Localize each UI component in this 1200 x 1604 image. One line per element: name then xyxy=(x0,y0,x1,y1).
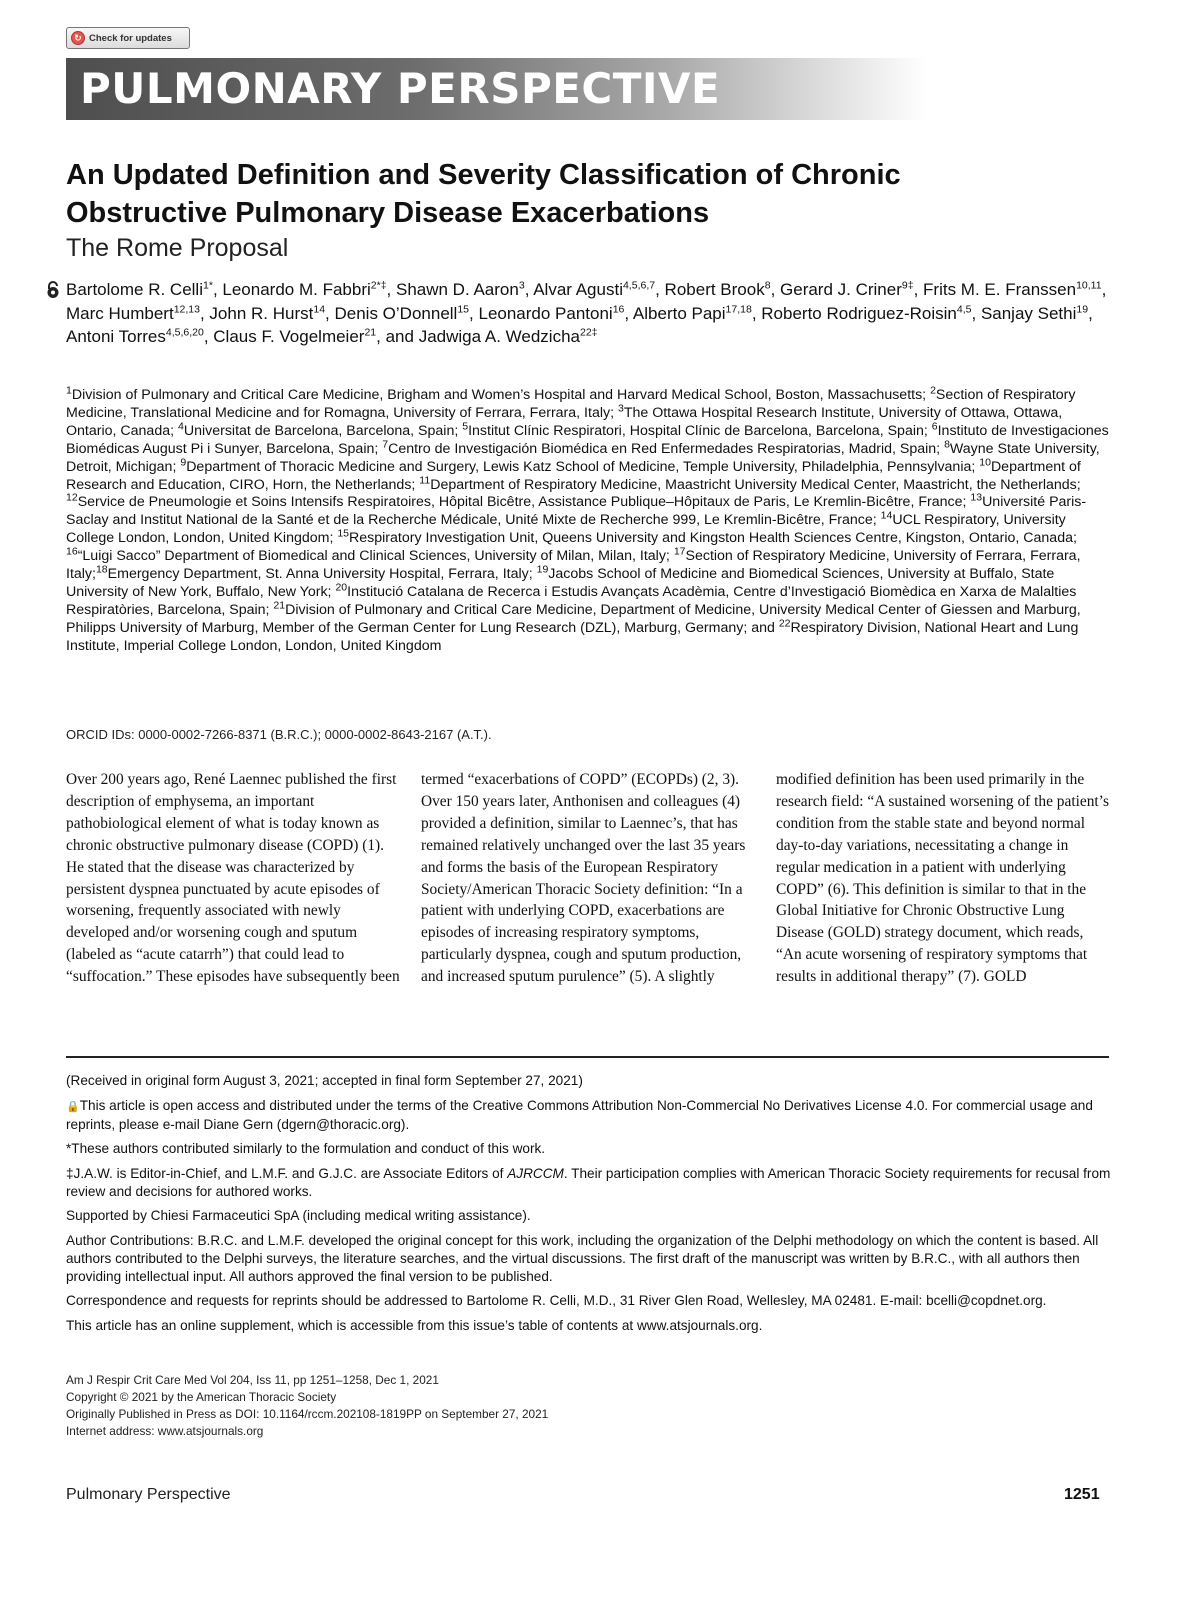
open-access-icon xyxy=(44,281,62,299)
affiliation-number: 3 xyxy=(617,402,624,415)
affiliation-text: Division of Pulmonary and Critical Care Medicine, Brigham and Women’s Hospital and Harvard Medical School, Boston, Massachusetts; xyxy=(71,387,931,403)
affiliation-text: Emergency Department, St. Anna University Hospital, Ferrara, Italy; xyxy=(107,566,537,583)
affiliation-number: 21 xyxy=(273,599,286,612)
supplement-note: This article has an online supplement, which is accessible from this issue’s table of contents at www.atsjournals.org. xyxy=(66,1317,763,1333)
body-column-2: termed “exacerbations of COPD” (ECOPDs) (2, 3). Over 150 years later, Anthonisen and colleagues (4) provided a definition, similar to Laennec’s, that has remained relatively unchanged over the last 35 years and forms the basis of the European Respiratory Society/American Thoracic Society definition: “In a patient with underlying COPD, exacerbations are episodes of increasing respiratory symptoms, particularly dyspnea, cough and sputum production, and increased sputum purulence” (5). A slightly xyxy=(421,771,746,986)
affiliation-text: Centro de Investigación Biomédica en Red Enfermedades Respiratorias, Madrid, Spain; xyxy=(388,440,945,457)
author-name: Sanjay Sethi xyxy=(980,303,1077,323)
footnote-divider xyxy=(66,1056,1109,1058)
author-name: Robert Brook xyxy=(664,280,765,299)
affiliation-text: Wayne State University, Detroit, Michigan; xyxy=(66,440,1100,475)
affiliation-text: UCL Respiratory, University College London, London, United Kingdom; xyxy=(66,512,1066,547)
received-dates: (Received in original form August 3, 2021; accepted in final form September 27, 2021) xyxy=(66,1073,583,1088)
affiliation-number: 8 xyxy=(944,437,950,450)
author-affiliation-marker: 17,18 xyxy=(725,302,752,315)
author-affiliation-marker: 19 xyxy=(1076,302,1089,315)
author-affiliation-marker: 15 xyxy=(457,302,470,315)
affiliation-number: 9 xyxy=(180,455,187,468)
author-name: Antoni Torres xyxy=(66,327,166,346)
author-name: Bartolome R. Celli xyxy=(66,280,203,299)
check-for-updates-button[interactable] xyxy=(66,27,190,49)
affiliation-text: Respiratory Investigation Unit, Queens University and Kingston Health Sciences Centre, Kingston, Ontario, Canada; xyxy=(349,530,1077,547)
affiliation-number: 5 xyxy=(462,420,469,433)
author-name: Jadwiga A. Wedzicha xyxy=(418,327,580,346)
support-note: Supported by Chiesi Farmaceutici SpA (including medical writing assistance). xyxy=(66,1208,531,1223)
affiliation-text: Universitat de Barcelona, Barcelona, Spain; xyxy=(183,422,463,439)
affiliation-number: 17 xyxy=(673,545,686,558)
article-notes xyxy=(66,1072,1111,1341)
author-affiliation-marker: 16 xyxy=(612,302,625,315)
page-number: 1251 xyxy=(1064,1486,1100,1503)
footer-section: Pulmonary Perspective xyxy=(66,1486,231,1503)
affiliation-text: Section of Respiratory Medicine, University of Ferrara, Ferrara, Italy; xyxy=(66,548,1081,583)
author-affiliation-marker: 8 xyxy=(764,279,771,292)
author-name: Leonardo Pantoni xyxy=(478,303,613,323)
affiliation-text: Université Paris-Saclay and Institut National de la Santé et de la Recherche Médicale, Unité Mixte de Recherche 999, Le Kremlin-Bicêtre, France; xyxy=(66,494,1087,529)
author-name: Frits M. E. Franssen xyxy=(923,280,1077,299)
affiliation-text: Service de Pneumologie et Soins Intensifs Respiratoires, Hôpital Bicêtre, Assistance Publique–Hôpitaux de Paris, Le Kremlin-Bicêtre, France; xyxy=(77,494,971,511)
affiliation-number: 19 xyxy=(536,563,549,576)
open-access-lock-icon: 🔒 xyxy=(66,1100,80,1113)
affiliation-text: Department of Thoracic Medicine and Surgery, Lewis Katz School of Medicine, Temple University, Philadelphia, Pennsylvania; xyxy=(186,458,980,475)
author-name: Denis O’Donnell xyxy=(334,303,458,323)
body-column-1: Over 200 years ago, René Laennec published the first description of emphysema, an important pathobiological element of what is today known as chronic obstructive pulmonary disease (COPD) (1). He stated that the disease was characterized by persistent dyspnea punctuated by acute episodes of worsening, frequently associated with newly developed and/or worsening cough and sputum (labeled as “acute catarrh”) that could lead to “suffocation.” These episodes have subsequently been xyxy=(66,771,400,986)
affiliation-number: 4 xyxy=(178,420,184,433)
author-affiliation-marker: 4,5,6,7 xyxy=(622,279,656,292)
affiliation-text: Division of Pulmonary and Critical Care Medicine, Department of Medicine, University Medical Center of Giessen and Marburg, Philipps University of Marburg, Member of the German Center for Lung Research (DZL), Marburg, Germany; and xyxy=(66,601,1081,636)
affiliation-text: Respiratory Division, National Heart and Lung Institute, Imperial College London, London, United Kingdom xyxy=(66,619,1079,654)
title-line-2: Obstructive Pulmonary Disease Exacerbations xyxy=(66,197,710,229)
copyright: Copyright © 2021 by the American Thoracic Society xyxy=(66,1390,337,1404)
affiliation-number: 13 xyxy=(970,491,983,504)
author-contributions: Author Contributions: B.R.C. and L.M.F. developed the original concept for this work, including the organization of the Delphi methodology on which the content is based. All authors contributed to the Delphi surveys, the literature searches, and the virtual discussions. The first draft of the manuscript was written by B.R.C., with all authors then providing intellectual input. All authors approved the final version to be published. xyxy=(66,1232,1099,1284)
affiliation-number: 7 xyxy=(382,437,389,450)
author-list: Bartolome R. Celli$^{1*}$, Leonardo M. Fabbri$^{2*\ddagger}$, Shawn D. Aaron$^3$, Alvar Agusti$^{4,5,6,7}$, Robert Brook$^8$, Gerard J. Criner$^{9\ddagger}$, Frits M. E. Franssen$^{10,11}$, Marc Humbert$^{12,13}$, John R. Hurst$^{14}$, Denis O’Donnell$^{15}$, Leonardo Pantoni$^{16}$, Alberto Papi$^{17,18}$, Roberto Rodriguez-Roisin$^{4,5}$, Sanjay Sethi$^{19}$, Antoni Torres$^{4,5,6,20}$, Claus F. Vogelmeier$^{21}$, and Jadwiga A. Wedzicha$^{22\ddagger}$ xyxy=(66,279,1107,346)
contribution-note: *These authors contributed similarly to the formulation and conduct of this work. xyxy=(66,1141,546,1156)
author-name: Claus F. Vogelmeier xyxy=(213,327,365,346)
affiliation-text: Institució Catalana de Recerca i Estudis Avançats Acadèmia, Centre d’Investigació Biomèdica en Xarxa de Malalties Respiratòries, Barcelona, Spain; xyxy=(66,583,1077,618)
affiliation-number: 1 xyxy=(66,384,72,397)
section-banner-label: PULMONARY PERSPECTIVE xyxy=(80,64,721,113)
journal-citation: Am J Respir Crit Care Med Vol 204, Iss 11, pp 1251–1258, Dec 1, 2021 xyxy=(66,1373,439,1387)
author-affiliation-marker: 4,5,6,20 xyxy=(165,326,204,339)
author-name: Roberto Rodriguez-Roisin xyxy=(761,303,957,323)
author-affiliation-marker: 9‡ xyxy=(901,279,914,292)
author-affiliation-marker: 21 xyxy=(364,326,377,339)
check-updates-icon: ↻ xyxy=(71,31,85,45)
author-name: Alvar Agusti xyxy=(533,280,623,299)
author-affiliation-marker: 12,13 xyxy=(173,302,200,315)
affiliation-text: Institut Clínic Respiratori, Hospital Clínic de Barcelona, Barcelona, Spain; xyxy=(468,422,932,439)
author-affiliation-marker: 10,11 xyxy=(1076,279,1102,292)
affiliation-text: Instituto de Investigaciones Biomédicas August Pi i Sunyer, Barcelona, Spain; xyxy=(66,422,1109,457)
author-affiliation-marker: 4,5 xyxy=(956,302,972,315)
author-affiliation-marker: 1* xyxy=(203,279,213,292)
citation-block xyxy=(66,1372,866,1440)
orcid-ids: ORCID IDs: 0000-0002-7266-8371 (B.R.C.); 0000-0002-8643-2167 (A.T.). xyxy=(66,727,492,742)
author-connector: and xyxy=(385,327,414,346)
affiliation-number: 14 xyxy=(880,509,893,522)
affiliation-text: Jacobs School of Medicine and Biomedical Sciences, University at Buffalo, State University of New York, Buffalo, New York; xyxy=(66,566,1055,600)
doi: Originally Published in Press as DOI: 10.1164/rccm.202108-1819PP on September 27, 2021 xyxy=(66,1407,549,1421)
internet-address: Internet address: www.atsjournals.org xyxy=(66,1424,264,1438)
affiliation-number: 6 xyxy=(931,420,938,433)
affiliation-number: 10 xyxy=(979,455,991,468)
affiliation-number: 15 xyxy=(337,527,350,540)
affiliation-number: 12 xyxy=(66,491,78,504)
affiliations xyxy=(66,384,1111,656)
affiliation-number: 22 xyxy=(778,617,791,630)
body-column-3: modified definition has been used primarily in the research field: “A sustained worsening of the patient’s condition from the stable state and beyond normal day-to-day variations, necessitating a change in regular medication in a patient with underlying COPD” (6). This definition is similar to that in the Global Initiative for Chronic Obstructive Lung Disease (GOLD) strategy document, which reads, “An acute worsening of respiratory symptoms that results in additional therapy” (7). GOLD xyxy=(776,771,1109,986)
affiliation-text: “Luigi Sacco” Department of Biomedical and Clinical Sciences, University of Milan, Milan, Italy; xyxy=(77,548,674,565)
author-name: Alberto Papi xyxy=(632,303,726,323)
affiliation-number: 20 xyxy=(335,581,348,594)
open-access-note: 🔒This article is open access and distributed under the terms of the Creative Commons Attribution Non-Commercial No Derivatives License 4.0. For commercial usage and reprints, please e-mail Diane Gern (dgern@thoracic.org). xyxy=(66,1097,1093,1132)
article-title xyxy=(66,156,1126,232)
author-affiliation-marker: 22‡ xyxy=(579,326,598,339)
editor-note: ‡J.A.W. is Editor-in-Chief, and L.M.F. and G.J.C. are Associate Editors of AJRCCM. Their participation complies with American Thoracic Society requirements for recusal from review and decisions for authored works. xyxy=(66,1165,1111,1199)
affiliation-text: Section of Respiratory Medicine, Translational Medicine and for Romagna, University of Ferrara, Ferrara, Italy; xyxy=(66,387,1076,421)
affiliation-number: 16 xyxy=(66,545,78,558)
author-name: Marc Humbert xyxy=(66,303,174,323)
affiliation-number: 2 xyxy=(930,384,936,397)
author-affiliation-marker: 14 xyxy=(313,302,326,315)
author-name: Gerard J. Criner xyxy=(780,280,902,299)
affiliation-text: Department of Respiratory Medicine, Maastricht University Medical Center, Maastricht, the Netherlands; xyxy=(430,476,1081,493)
title-line-1: An Updated Definition and Severity Classification of Chronic xyxy=(66,159,901,191)
affiliation-number: 18 xyxy=(95,563,108,576)
affiliation-text: The Ottawa Hospital Research Institute, University of Ottawa, Ottawa, Ontario, Canada; xyxy=(66,404,1063,439)
author-affiliation-marker: 3 xyxy=(518,279,525,292)
author-affiliation-marker: 2*‡ xyxy=(370,279,387,292)
author-name: Shawn D. Aaron xyxy=(395,280,519,299)
author-name: John R. Hurst xyxy=(209,303,314,323)
affiliation-text: Department of Research and Education, CIRO, Horn, the Netherlands; xyxy=(66,458,1081,493)
check-updates-label: Check for updates xyxy=(89,32,172,44)
author-name: Leonardo M. Fabbri xyxy=(222,280,371,299)
article-subtitle: The Rome Proposal xyxy=(66,234,289,262)
affiliation-number: 11 xyxy=(419,473,431,486)
correspondence: Correspondence and requests for reprints should be addressed to Bartolome R. Celli, M.D., 31 River Glen Road, Wellesley, MA 02481. E-mail: bcelli@copdnet.org. xyxy=(66,1293,1047,1308)
